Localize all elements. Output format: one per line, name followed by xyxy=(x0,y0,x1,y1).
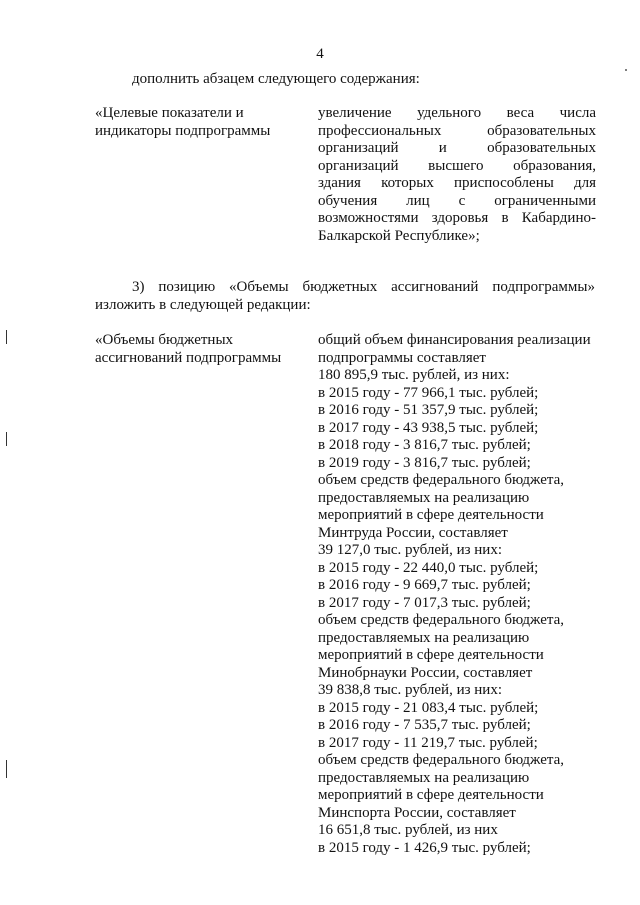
block2-text-line: предоставляемых на реализацию xyxy=(318,489,530,506)
block1-text-line: организаций и образовательных xyxy=(318,140,596,156)
block2-text-line: мероприятий в сфере деятельности xyxy=(318,507,544,523)
block2-text-line: объем средств федерального бюджета, xyxy=(318,612,565,628)
block2-text-line: в 2016 году - 51 357,9 тыс. рублей; xyxy=(318,402,539,418)
block2-text-line: Минспорта России, составляет xyxy=(318,804,516,821)
section3-line2: изложить в следующей редакции: xyxy=(95,296,311,313)
block2-text-line: 39 127,0 тыс. рублей, из них: xyxy=(318,542,502,558)
section3-paragraph xyxy=(95,279,595,314)
block1-text xyxy=(318,105,596,245)
block2-text xyxy=(318,332,596,857)
block2-text-line: 39 838,8 тыс. рублей, из них: xyxy=(318,682,502,698)
intro-paragraph: дополнить абзацем следующего содержания: xyxy=(132,71,420,87)
block2-text-line: объем средств федерального бюджета, xyxy=(318,752,565,768)
block1-text-line: профессиональных образовательных xyxy=(318,122,596,139)
block2-text-line: общий объем финансирования реализации xyxy=(318,332,591,348)
block2-text-line: 180 895,9 тыс. рублей, из них: xyxy=(318,367,510,383)
block1-label-line: индикаторы подпрограммы xyxy=(95,122,271,139)
block2-label xyxy=(95,332,305,367)
block2-text-line: в 2015 году - 77 966,1 тыс. рублей; xyxy=(318,384,539,401)
block1-text-line: обучения лиц с ограниченными xyxy=(318,192,596,209)
scan-margin-mark xyxy=(6,760,7,778)
block2-text-line: в 2019 году - 3 816,7 тыс. рублей; xyxy=(318,454,531,471)
block1-label-line: «Целевые показатели и xyxy=(95,105,244,121)
block2-text-line: Минобрнауки России, составляет xyxy=(318,664,533,681)
block2-text-line: в 2017 году - 43 938,5 тыс. рублей; xyxy=(318,419,539,436)
block2-text-line: подпрограммы составляет xyxy=(318,349,486,366)
block2-text-line: в 2016 году - 7 535,7 тыс. рублей; xyxy=(318,717,531,733)
section3-line1: 3) позицию «Объемы бюджетных ассигнований подпрограммы» xyxy=(132,279,595,295)
scan-speck xyxy=(625,69,627,71)
scan-margin-mark xyxy=(6,432,7,446)
block2-label-line: ассигнований подпрограммы xyxy=(95,349,282,366)
block2-text-line: в 2017 году - 11 219,7 тыс. рублей; xyxy=(318,734,538,751)
block1-text-line: здания которых приспособлены для xyxy=(318,175,596,191)
block2-text-line: в 2015 году - 21 083,4 тыс. рублей; xyxy=(318,699,539,716)
page-number: 4 xyxy=(316,46,324,62)
block2-text-line: объем средств федерального бюджета, xyxy=(318,472,565,488)
block2-text-line: в 2015 году - 22 440,0 тыс. рублей; xyxy=(318,559,539,576)
block2-text-line: предоставляемых на реализацию xyxy=(318,629,530,646)
block2-text-line: мероприятий в сфере деятельности xyxy=(318,787,544,803)
block2-text-line: в 2017 году - 7 017,3 тыс. рублей; xyxy=(318,594,531,611)
block2-label-line: «Объемы бюджетных xyxy=(95,332,234,348)
block2-text-line: 16 651,8 тыс. рублей, из них xyxy=(318,822,498,838)
block2-text-line: в 2015 году - 1 426,9 тыс. рублей; xyxy=(318,839,531,856)
block2-text-line: Минтруда России, составляет xyxy=(318,524,508,541)
block1-text-line: Балкарской Республике»; xyxy=(318,227,480,244)
block2-text-line: в 2018 году - 3 816,7 тыс. рублей; xyxy=(318,437,531,453)
block1-text-line: возможностями здоровья в Кабардино- xyxy=(318,210,596,226)
block1-text-line: организаций высшего образования, xyxy=(318,157,596,174)
block2-text-line: предоставляемых на реализацию xyxy=(318,769,530,786)
block1-label xyxy=(95,105,305,140)
block1-text-line: увеличение удельного веса числа xyxy=(318,105,596,121)
scan-margin-mark xyxy=(6,330,7,344)
block2-text-line: мероприятий в сфере деятельности xyxy=(318,647,544,663)
block2-text-line: в 2016 году - 9 669,7 тыс. рублей; xyxy=(318,577,531,593)
